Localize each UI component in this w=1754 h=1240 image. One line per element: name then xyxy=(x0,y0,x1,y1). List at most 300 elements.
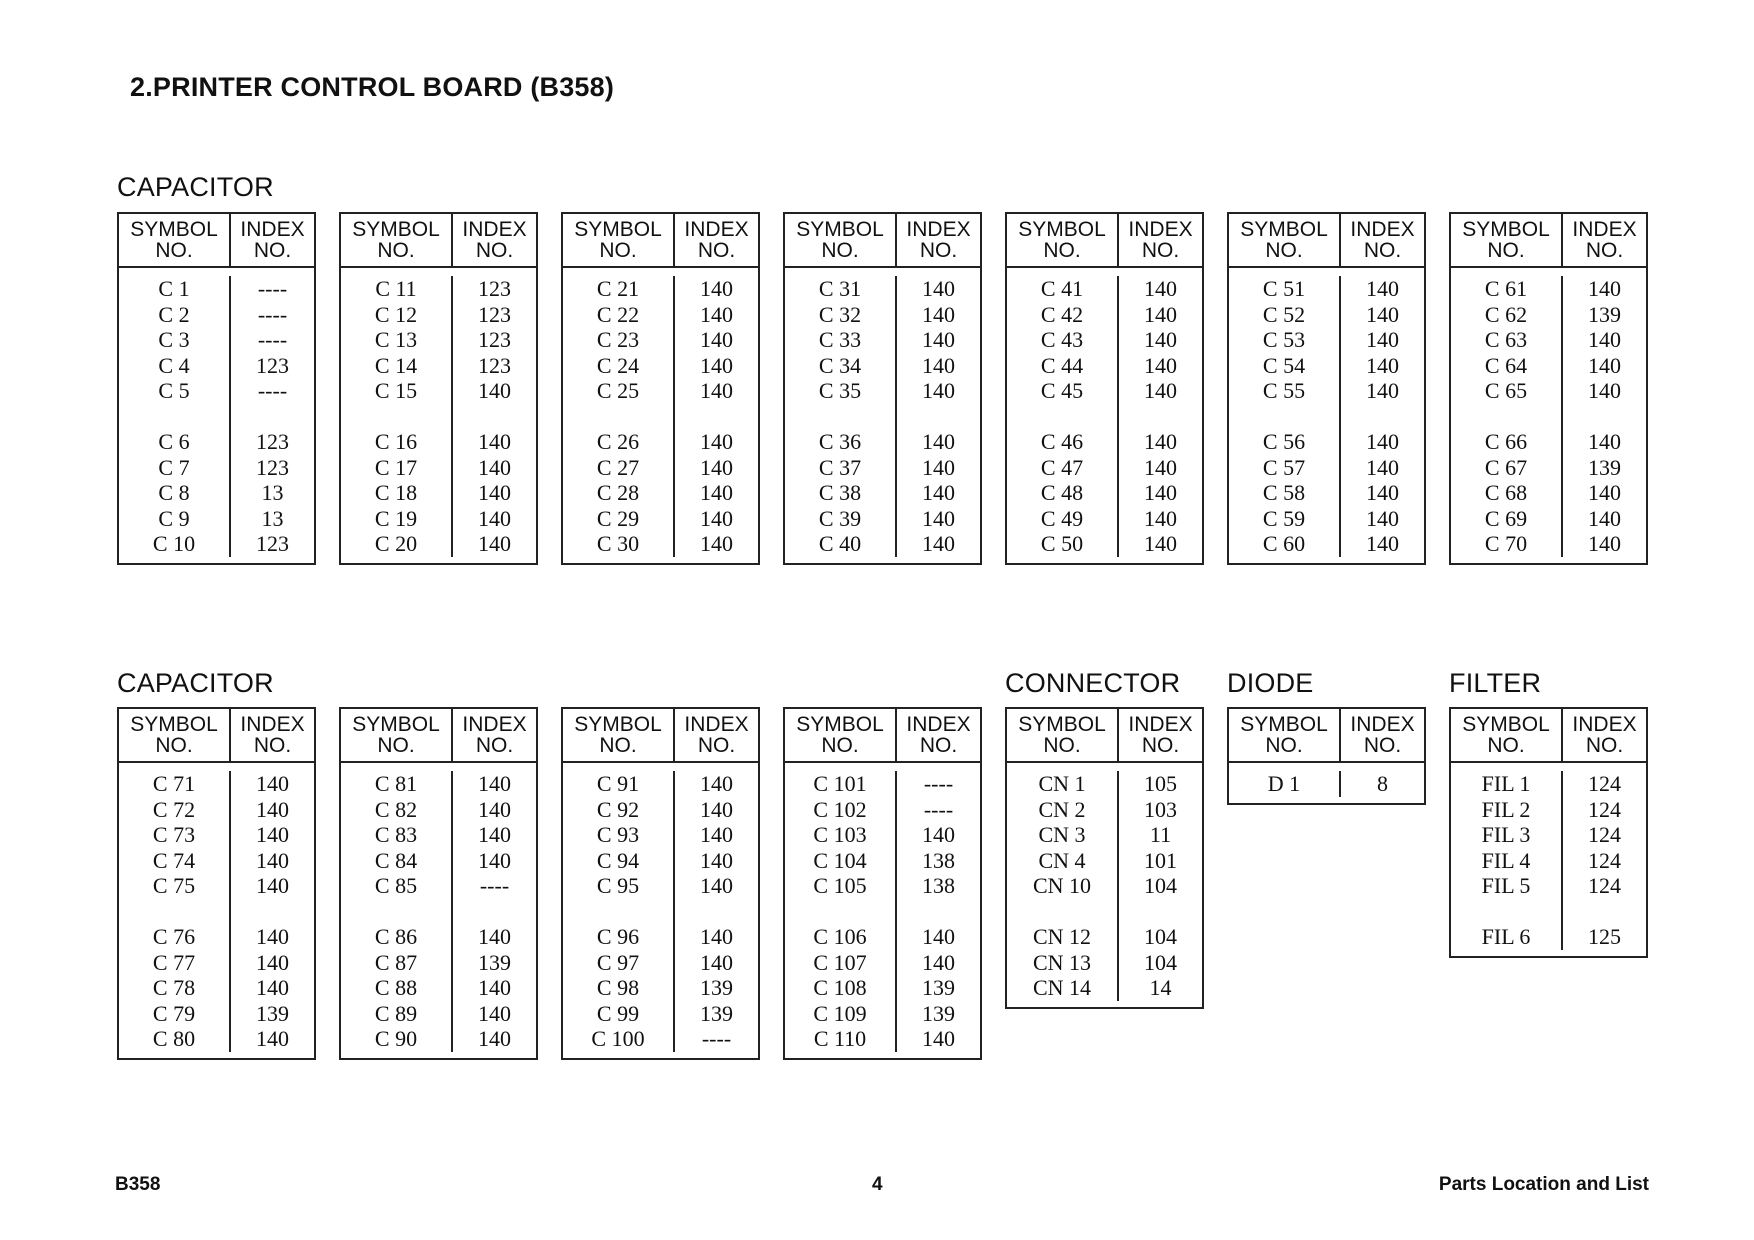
table-body xyxy=(1451,268,1646,563)
header-text: SYMBOL xyxy=(796,713,884,736)
index-cell: 140 xyxy=(700,949,733,975)
symbol-cell: C 40 xyxy=(818,531,862,556)
symbol-cell: C 64 xyxy=(1484,352,1528,378)
index-no-header xyxy=(453,709,536,761)
header-text: NO. xyxy=(599,734,637,757)
symbol-column xyxy=(1229,276,1341,557)
symbol-cell: C 8 xyxy=(158,480,190,505)
symbol-cell: C 66 xyxy=(1484,429,1528,454)
index-cell: 140 xyxy=(700,873,733,898)
table-body xyxy=(341,268,536,563)
index-cell: 138 xyxy=(922,873,955,898)
symbol-cell: C 55 xyxy=(1262,378,1306,403)
header-text: NO. xyxy=(1487,734,1525,757)
header-text: NO. xyxy=(1265,734,1303,757)
header-text: NO. xyxy=(1363,734,1402,757)
index-cell: 103 xyxy=(1144,796,1177,822)
symbol-cell: C 45 xyxy=(1040,378,1084,403)
row-gap xyxy=(563,404,673,430)
index-column xyxy=(1119,771,1202,1001)
index-cell: 140 xyxy=(256,1026,289,1051)
header-text: INDEX xyxy=(1128,713,1193,736)
index-cell: 140 xyxy=(1144,378,1177,403)
index-cell: 140 xyxy=(256,771,289,796)
header-text: SYMBOL xyxy=(130,218,218,241)
symbol-no-header xyxy=(1229,709,1341,761)
symbol-cell: C 85 xyxy=(374,873,418,898)
symbol-cell: C 12 xyxy=(374,301,418,327)
index-cell: 140 xyxy=(922,949,955,975)
index-cell: 140 xyxy=(922,531,955,556)
table-body xyxy=(1451,763,1646,956)
header-text: INDEX xyxy=(240,713,305,736)
index-cell: 140 xyxy=(1588,378,1621,403)
index-no-header xyxy=(231,214,314,266)
index-cell: 139 xyxy=(1588,454,1621,480)
row-gap xyxy=(1119,404,1202,430)
symbol-column xyxy=(341,276,453,557)
index-cell: 101 xyxy=(1144,847,1177,873)
symbol-cell: C 32 xyxy=(818,301,862,327)
index-cell: 123 xyxy=(478,327,511,352)
index-cell: 123 xyxy=(478,352,511,378)
symbol-cell: C 34 xyxy=(818,352,862,378)
row-gap xyxy=(1451,404,1561,430)
table-body xyxy=(785,268,980,563)
symbol-no-header xyxy=(341,214,453,266)
table-body xyxy=(1007,763,1202,1007)
row-gap xyxy=(897,404,980,430)
index-cell: ---- xyxy=(257,327,288,352)
index-no-header xyxy=(1119,214,1202,266)
index-cell: 140 xyxy=(478,505,511,531)
symbol-cell: C 2 xyxy=(158,301,190,327)
row-gap xyxy=(785,404,895,430)
symbol-cell: C 108 xyxy=(813,975,867,1000)
section-label-2: CONNECTOR xyxy=(1005,668,1181,698)
index-column xyxy=(897,771,980,1052)
table-header xyxy=(119,214,314,268)
symbol-cell: C 47 xyxy=(1040,454,1084,480)
header-text: NO. xyxy=(1043,239,1081,262)
symbol-cell: C 4 xyxy=(158,352,190,378)
index-cell: 125 xyxy=(1588,924,1621,949)
index-cell: 140 xyxy=(1144,327,1177,352)
index-cell: 140 xyxy=(478,480,511,505)
symbol-cell: C 102 xyxy=(813,796,867,822)
index-cell: 124 xyxy=(1588,873,1621,898)
index-cell: 140 xyxy=(1588,480,1621,505)
index-cell: ---- xyxy=(923,771,954,796)
symbol-no-header xyxy=(1451,214,1563,266)
symbol-cell: C 97 xyxy=(596,949,640,975)
index-column xyxy=(675,771,758,1052)
symbol-cell: C 52 xyxy=(1262,301,1306,327)
header-text: NO. xyxy=(821,734,859,757)
header-text: INDEX xyxy=(240,218,305,241)
index-cell: 140 xyxy=(1366,352,1399,378)
symbol-column xyxy=(785,276,897,557)
table-header xyxy=(1007,214,1202,268)
symbol-no-header xyxy=(1007,214,1119,266)
index-column xyxy=(897,276,980,557)
header-text: INDEX xyxy=(462,713,527,736)
symbol-cell: CN 4 xyxy=(1038,847,1086,873)
header-text: SYMBOL xyxy=(1240,218,1328,241)
index-cell: 140 xyxy=(256,949,289,975)
symbol-cell: C 101 xyxy=(813,771,867,796)
symbol-cell: C 30 xyxy=(596,531,640,556)
index-cell: 140 xyxy=(700,327,733,352)
parts-table xyxy=(561,707,760,1060)
index-no-header xyxy=(1563,709,1646,761)
symbol-cell: C 65 xyxy=(1484,378,1528,403)
header-text: INDEX xyxy=(1128,218,1193,241)
parts-table xyxy=(339,212,538,565)
index-no-header xyxy=(453,214,536,266)
row-gap xyxy=(1341,404,1424,430)
row-gap xyxy=(1007,404,1117,430)
symbol-cell: C 70 xyxy=(1484,531,1528,556)
symbol-cell: C 79 xyxy=(152,1000,196,1026)
index-cell: 140 xyxy=(1366,480,1399,505)
index-cell: 140 xyxy=(1144,276,1177,301)
header-text: NO. xyxy=(253,734,292,757)
index-cell: 140 xyxy=(922,378,955,403)
header-text: NO. xyxy=(1141,734,1180,757)
symbol-cell: C 105 xyxy=(813,873,867,898)
header-text: SYMBOL xyxy=(1462,713,1550,736)
index-cell: 14 xyxy=(1149,975,1172,1000)
symbol-cell: C 1 xyxy=(158,276,190,301)
symbol-cell: C 89 xyxy=(374,1000,418,1026)
index-cell: ---- xyxy=(257,301,288,327)
symbol-no-header xyxy=(1229,214,1341,266)
symbol-cell: C 67 xyxy=(1484,454,1528,480)
index-cell: 123 xyxy=(478,276,511,301)
parts-table xyxy=(783,212,982,565)
symbol-cell: FIL 6 xyxy=(1481,924,1531,949)
table-header xyxy=(1451,709,1646,763)
symbol-cell: C 16 xyxy=(374,429,418,454)
header-text: NO. xyxy=(697,239,736,262)
index-cell: 140 xyxy=(700,301,733,327)
symbol-cell: C 33 xyxy=(818,327,862,352)
symbol-cell: C 100 xyxy=(591,1026,645,1051)
index-cell: 104 xyxy=(1144,949,1177,975)
symbol-cell: C 110 xyxy=(813,1026,867,1051)
row-gap xyxy=(1451,899,1561,925)
header-text: SYMBOL xyxy=(796,218,884,241)
section-label-1: CAPACITOR xyxy=(117,668,274,698)
index-column xyxy=(231,276,314,557)
header-text: INDEX xyxy=(1350,713,1415,736)
symbol-cell: CN 10 xyxy=(1032,873,1092,898)
index-cell: ---- xyxy=(923,796,954,822)
index-cell: 104 xyxy=(1144,924,1177,949)
symbol-cell: C 44 xyxy=(1040,352,1084,378)
index-column xyxy=(1341,276,1424,557)
row-gap xyxy=(563,899,673,925)
table-header xyxy=(1007,709,1202,763)
symbol-cell: C 14 xyxy=(374,352,418,378)
header-text: NO. xyxy=(1585,239,1624,262)
table-header xyxy=(785,214,980,268)
table-header xyxy=(119,709,314,763)
row-gap xyxy=(341,404,451,430)
symbol-no-header xyxy=(1007,709,1119,761)
index-cell: 105 xyxy=(1144,771,1177,796)
symbol-column xyxy=(341,771,453,1052)
index-cell: 124 xyxy=(1588,847,1621,873)
index-cell: ---- xyxy=(257,378,288,403)
header-text: NO. xyxy=(1043,734,1081,757)
symbol-cell: C 69 xyxy=(1484,505,1528,531)
symbol-cell: C 10 xyxy=(152,531,196,556)
table-header xyxy=(341,214,536,268)
header-text: NO. xyxy=(1585,734,1624,757)
index-cell: 140 xyxy=(1144,352,1177,378)
symbol-column xyxy=(119,276,231,557)
index-cell: 104 xyxy=(1144,873,1177,898)
footer-page-number: 4 xyxy=(872,1174,883,1195)
symbol-cell: C 25 xyxy=(596,378,640,403)
symbol-cell: C 39 xyxy=(818,505,862,531)
index-cell: 140 xyxy=(700,847,733,873)
header-text: NO. xyxy=(1265,239,1303,262)
row-gap xyxy=(231,899,314,925)
index-cell: 139 xyxy=(922,1000,955,1026)
symbol-cell: C 24 xyxy=(596,352,640,378)
header-text: NO. xyxy=(377,734,415,757)
index-no-header xyxy=(231,709,314,761)
symbol-cell: C 104 xyxy=(813,847,867,873)
symbol-cell: C 93 xyxy=(596,822,640,847)
symbol-no-header xyxy=(1451,709,1563,761)
index-column xyxy=(1119,276,1202,557)
index-cell: 140 xyxy=(700,429,733,454)
header-text: NO. xyxy=(919,734,958,757)
index-cell: 140 xyxy=(1366,454,1399,480)
symbol-cell: C 87 xyxy=(374,949,418,975)
index-column xyxy=(453,276,536,557)
index-no-header xyxy=(897,709,980,761)
index-cell: 140 xyxy=(256,975,289,1000)
table-header xyxy=(341,709,536,763)
index-no-header xyxy=(1341,709,1424,761)
index-column xyxy=(675,276,758,557)
section-label-0: CAPACITOR xyxy=(117,172,274,202)
index-cell: 123 xyxy=(256,352,289,378)
table-header xyxy=(563,214,758,268)
index-cell: 140 xyxy=(1144,480,1177,505)
header-text: INDEX xyxy=(906,713,971,736)
index-cell: 140 xyxy=(256,847,289,873)
parts-table xyxy=(117,212,316,565)
index-cell: 140 xyxy=(1144,454,1177,480)
index-cell: 140 xyxy=(700,276,733,301)
symbol-cell: C 43 xyxy=(1040,327,1084,352)
symbol-cell: CN 12 xyxy=(1032,924,1092,949)
index-cell: 139 xyxy=(700,1000,733,1026)
table-body xyxy=(1229,763,1424,803)
header-text: NO. xyxy=(919,239,958,262)
symbol-cell: C 6 xyxy=(158,429,190,454)
index-cell: 123 xyxy=(256,429,289,454)
index-cell: 140 xyxy=(922,327,955,352)
symbol-cell: C 88 xyxy=(374,975,418,1000)
symbol-cell: C 84 xyxy=(374,847,418,873)
symbol-cell: C 19 xyxy=(374,505,418,531)
header-text: INDEX xyxy=(462,218,527,241)
symbol-cell: C 80 xyxy=(152,1026,196,1051)
symbol-cell: C 28 xyxy=(596,480,640,505)
row-gap xyxy=(897,899,980,925)
index-cell: 139 xyxy=(700,975,733,1000)
index-column xyxy=(1341,771,1424,797)
symbol-column xyxy=(1007,276,1119,557)
table-body xyxy=(785,763,980,1058)
symbol-cell: C 90 xyxy=(374,1026,418,1051)
index-cell: 140 xyxy=(1366,327,1399,352)
index-cell: 140 xyxy=(478,429,511,454)
index-cell: 140 xyxy=(478,796,511,822)
symbol-cell: C 38 xyxy=(818,480,862,505)
header-text: NO. xyxy=(1363,239,1402,262)
header-text: NO. xyxy=(475,239,514,262)
index-no-header xyxy=(1119,709,1202,761)
symbol-cell: C 9 xyxy=(158,505,190,531)
row-gap xyxy=(453,404,536,430)
index-cell: 140 xyxy=(700,480,733,505)
symbol-cell: C 29 xyxy=(596,505,640,531)
symbol-cell: CN 13 xyxy=(1032,949,1092,975)
index-cell: 140 xyxy=(700,796,733,822)
index-cell: 123 xyxy=(478,301,511,327)
index-column xyxy=(453,771,536,1052)
index-cell: 140 xyxy=(1144,505,1177,531)
symbol-cell: C 78 xyxy=(152,975,196,1000)
index-no-header xyxy=(675,709,758,761)
parts-table xyxy=(1449,212,1648,565)
index-cell: 140 xyxy=(922,1026,955,1051)
index-cell: 140 xyxy=(1366,531,1399,556)
symbol-cell: C 76 xyxy=(152,924,196,949)
index-cell: 140 xyxy=(922,301,955,327)
header-text: NO. xyxy=(475,734,514,757)
symbol-cell: C 51 xyxy=(1262,276,1306,301)
symbol-cell: C 42 xyxy=(1040,301,1084,327)
index-cell: 140 xyxy=(478,975,511,1000)
symbol-cell: C 5 xyxy=(158,378,190,403)
table-header xyxy=(1229,214,1424,268)
symbol-cell: FIL 3 xyxy=(1481,822,1531,847)
symbol-cell: C 74 xyxy=(152,847,196,873)
row-gap xyxy=(675,404,758,430)
row-gap xyxy=(453,899,536,925)
row-gap xyxy=(675,899,758,925)
symbol-cell: C 82 xyxy=(374,796,418,822)
index-cell: 140 xyxy=(1588,276,1621,301)
header-text: NO. xyxy=(155,239,193,262)
index-cell: 140 xyxy=(1366,276,1399,301)
table-body xyxy=(563,268,758,563)
row-gap xyxy=(119,404,229,430)
symbol-cell: C 91 xyxy=(596,771,640,796)
index-cell: 140 xyxy=(478,924,511,949)
row-gap xyxy=(1007,899,1117,925)
index-cell: 140 xyxy=(478,531,511,556)
header-text: INDEX xyxy=(1350,218,1415,241)
table-header xyxy=(1229,709,1424,763)
symbol-cell: C 21 xyxy=(596,276,640,301)
symbol-cell: C 36 xyxy=(818,429,862,454)
symbol-cell: C 75 xyxy=(152,873,196,898)
symbol-cell: C 96 xyxy=(596,924,640,949)
index-cell: 140 xyxy=(922,352,955,378)
index-cell: 140 xyxy=(922,454,955,480)
index-cell: 140 xyxy=(1366,378,1399,403)
index-cell: 140 xyxy=(700,454,733,480)
header-text: NO. xyxy=(155,734,193,757)
index-cell: 140 xyxy=(1588,429,1621,454)
index-cell: 8 xyxy=(1377,771,1388,796)
index-cell: 140 xyxy=(478,771,511,796)
index-cell: 140 xyxy=(256,873,289,898)
symbol-no-header xyxy=(785,709,897,761)
header-text: SYMBOL xyxy=(1018,713,1106,736)
symbol-cell: FIL 2 xyxy=(1481,796,1531,822)
symbol-cell: C 56 xyxy=(1262,429,1306,454)
index-cell: 123 xyxy=(256,531,289,556)
index-cell: 140 xyxy=(478,1026,511,1051)
symbol-cell: C 53 xyxy=(1262,327,1306,352)
index-cell: 140 xyxy=(478,454,511,480)
parts-table xyxy=(783,707,982,1060)
index-cell: 138 xyxy=(922,847,955,873)
header-text: INDEX xyxy=(1572,713,1637,736)
index-cell: 140 xyxy=(700,771,733,796)
index-cell: 140 xyxy=(922,480,955,505)
row-gap xyxy=(1119,899,1202,925)
symbol-cell: C 63 xyxy=(1484,327,1528,352)
symbol-cell: CN 3 xyxy=(1038,822,1086,847)
symbol-no-header xyxy=(341,709,453,761)
symbol-cell: C 60 xyxy=(1262,531,1306,556)
header-text: NO. xyxy=(821,239,859,262)
symbol-cell: C 49 xyxy=(1040,505,1084,531)
symbol-cell: C 106 xyxy=(813,924,867,949)
symbol-cell: C 50 xyxy=(1040,531,1084,556)
row-gap xyxy=(231,404,314,430)
symbol-column xyxy=(563,276,675,557)
table-body xyxy=(341,763,536,1058)
index-no-header xyxy=(1563,214,1646,266)
index-column xyxy=(1563,771,1646,950)
symbol-cell: C 13 xyxy=(374,327,418,352)
symbol-cell: C 109 xyxy=(813,1000,867,1026)
index-no-header xyxy=(675,214,758,266)
symbol-column xyxy=(1451,771,1563,950)
table-body xyxy=(119,763,314,1058)
symbol-cell: C 7 xyxy=(158,454,190,480)
footer-section-title: Parts Location and List xyxy=(1438,1174,1649,1195)
index-cell: 140 xyxy=(478,1000,511,1026)
symbol-cell: C 3 xyxy=(158,327,190,352)
index-cell: 13 xyxy=(261,480,284,505)
header-text: INDEX xyxy=(684,218,749,241)
index-cell: 139 xyxy=(256,1000,289,1026)
